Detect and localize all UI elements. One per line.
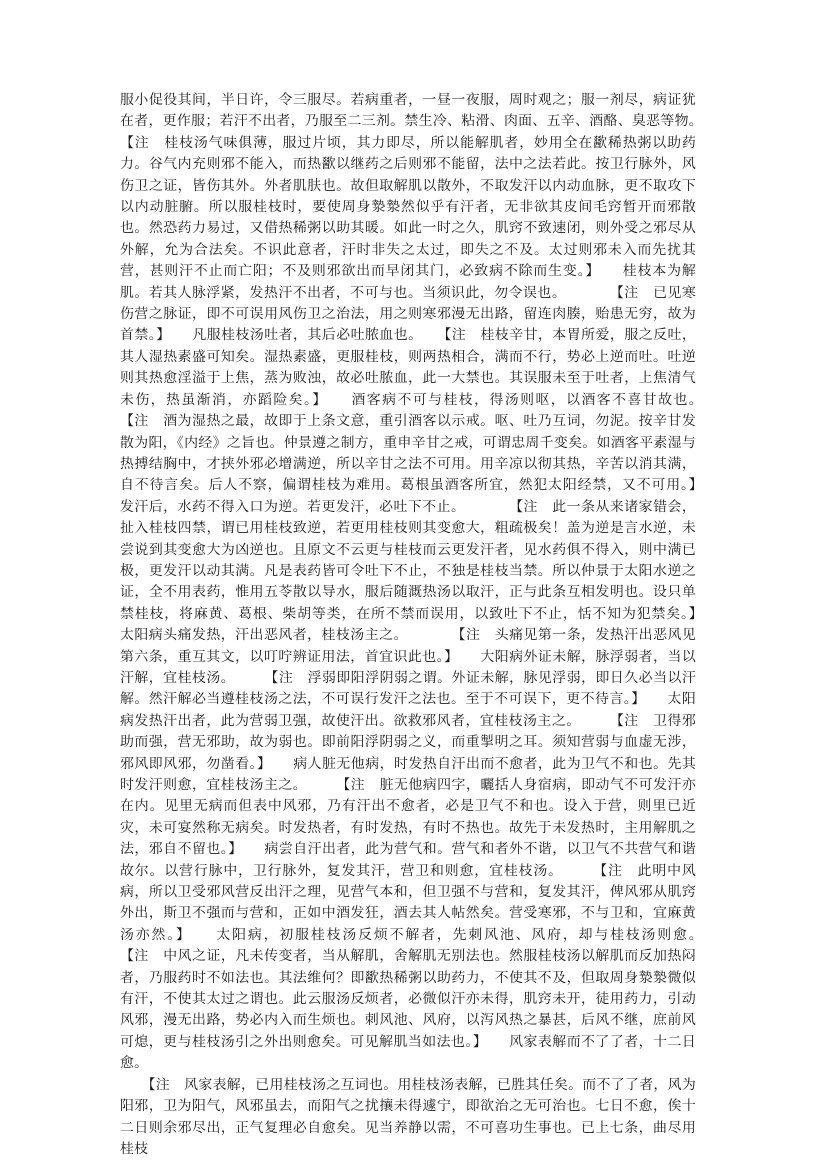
body-paragraph: 服小促役其间，半日许，令三服尽。若病重者，一昼一夜服，周时观之；服一剂尽，病证犹在者，更作服；若汗不出者，乃服至二三剂。禁生冷、粘滑、肉面、五辛、酒酪、臭恶等物。 【注 桂枝汤气味俱薄，服过片顷，其力即尽，所以能解肌者，妙用全在歠稀热粥以助药力。谷气内充则邪不能入，而热歠以继药之后则邪不能留，法中之法若此。按卫行脉外，风伤卫之证，皆伤其外。外者肌肤也。故但取解肌以散外，不取发汗以内动血脉，更不取攻下以内动脏腑。所以服桂枝时，要使周身漐漐然似乎有汗者，无非欲其皮间毛窍暂开而邪散也。然恐药力易过，又借热稀粥以助其暖。如此一时之久，肌窍不致速闭，则外受之邪尽从外解，允为合法矣。不识此意者，汗时非失之太过，即失之不及。太过则邪未入而先扰其营，甚则汗不止而亡阳；不及则邪欲出而早闭其门，必致病不除而生变。】 桂枝本为解肌。若其人脉浮紧，发热汗不出者，不可与也。当须识此，勿令误也。 【注 已见寒伤营之脉证，即不可误用风伤卫之治法，用之则寒邪漫无出路，留连肉腠，贻患无穷，故为首禁。】 凡服桂枝汤吐者，其后必吐脓血也。 【注 桂枝辛甘，本胃所爱，服之反吐，其人湿热素盛可知矣。湿热素盛，更服桂枝，则两热相合，满而不行，势必上逆而吐。吐逆则其热愈淫溢于上焦，蒸为败浊，故必吐脓血，此一大禁也。其误服未至于吐者，上焦清气未伤，热虽渐消，亦蹈险矣。】 酒客病不可与桂枝，得汤则呕，以酒客不喜甘故也。 【注 酒为湿热之最，故即于上条文意，重引酒客以示戒。呕、吐乃互词，勿泥。按辛甘发散为阳，《内经》之旨也。仲景遵之制方，重申辛甘之戒，可谓忠周千变矣。如酒客平素湿与热搏结胸中，才挟外邪必增满逆，所以辛甘之法不可用。用辛凉以彻其热，辛苦以消其满，自不待言矣。后人不察，偏谓桂枝为难用。葛根虽酒客所宜，然犯太阳经禁，又不可用。】 发汗后，水药不得入口为逆。若更发汗，必吐下不止。 【注 此一条从来诸家错会，扯入桂枝四禁，谓已用桂枝致逆，若更用桂枝则其变愈大，粗疏极矣！盖为逆是言水逆，未尝说到其变愈大为凶逆也。且原文不云更与桂枝而云更发汗者，见水药俱不得入，则中满已极，更发汗以动其满。凡是表药皆可令吐下不止，不独是桂枝当禁。所以仲景于太阳水逆之证，全不用表药，惟用五苓散以导水，服后随溉热汤以取汗，正与此条互相发明也。设只单禁桂枝，将麻黄、葛根、柴胡等类，在所不禁而误用，以致吐下不止，恬不知为犯禁矣。】 太阳病头痛发热，汗出恶风者，桂枝汤主之。 【注 头痛见第一条，发热汗出恶风见第六条，重互其文，以叮咛辨证用法，首宜识此也。】 大阳病外证未解，脉浮弱者，当以汗解，宜桂枝汤。 【注 浮弱即阳浮阴弱之谓。外证未解，脉见浮弱，即日久必当以汗解。然汗解必当遵桂枝汤之法，不可误行发汗之法也。至于不可误下，更不待言。】 太阳病发热汗出者，此为营弱卫强，故使汗出。欲救邪风者，宜桂枝汤主之。 【注 卫得邪助而强，营无邪助，故为弱也。即前阳浮阴弱之义，而重掣明之耳。须知营弱与血虚无涉，邪风即风邪，勿凿看。】 病人脏无他病，时发热自汗出而不愈者，此为卫气不和也。先其时发汗则愈，宜桂枝汤主之。 【注 脏无他病四字，曬括人身宿病，即动气不可发汗亦在内。见里无病而但表中风邪，乃有汗出不愈者，必是卫气不和也。设入于营，则里已近灾，未可宴然称无病矣。时发热者，有时发热，有时不热也。故先于未发热时，主用解肌之法，邪自不留也。】 病尝自汗出者，此为营气和。营气和者外不谐，以卫气不共营气和谐故尔。以营行脉中，卫行脉外，复发其汗，营卫和则愈，宜桂枝汤。 【注 此明中风病，所以卫受邪风营反出汗之理，见营气本和，但卫强不与营和，复发其汗，俾风邪从肌窍外出，斯卫不强而与营和，正如中酒发狂，酒去其人帖然矣。营受寒邪，不与卫和，宜麻黄汤亦然。】 太阳病，初服桂枝汤反烦不解者，先刺风池、风府，却与桂枝汤则愈。 【注 中风之证，凡未传变者，当从解肌，舍解肌无别法也。然服桂枝汤以解肌而反加热闷者，乃服药时不如法也。其法维何？即歠热稀粥以助药力，不使其不及，但取周身漐漐微似有汗，不使其太过之谓也。此云服汤反烦者，必微似汗亦未得，肌窍未开，徒用药力，引动风邪，漫无出路，势必内入而生烦也。刺风池、风府，以泻风热之暴甚，后风不继，庶前风可熄，更与桂枝汤引之外出则愈矣。可见解肌当如法也。】 风家表解而不了了者，十二日愈。 [120, 92, 739, 1072]
document-page [120, 90, 739, 1160]
body-paragraph-continued: 【注 风家表解，已用桂枝汤之互词也。用桂枝汤表解，已胜其任矣。而不了了者，风为阳邪，卫为阳气，风邪虽去，而阳气之扰攘未得遽宁，即欲治之无可治也。七日不愈，俟十二日则余邪尽出，正气复理必自愈矣。见当养静以需，不可喜功生事也。已上七条，曲尽用桂枝 [120, 1076, 696, 1157]
